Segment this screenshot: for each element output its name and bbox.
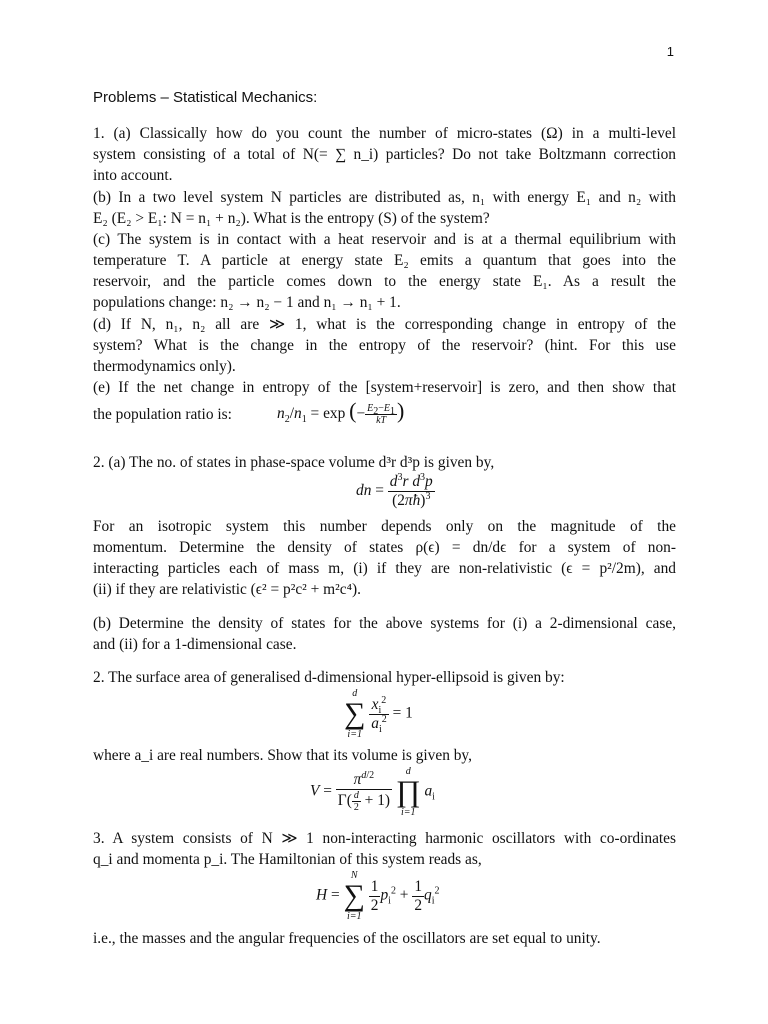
phase-space-equation: dn = $\frac{d^3r d^3p}{(2\pi ħ)^3}$ — [356, 471, 433, 509]
q2-line: (ii) if they are relativistic (ϵ² = p²c² + m²c⁴). — [93, 581, 361, 598]
q1-line: populations change: n₂ → n₂ − 1 and n₁ → n₁ + 1. — [93, 294, 401, 311]
q1-line: (c) The system is in contact with a heat reservoir and is at a thermal equilibrium with — [93, 231, 676, 248]
q2-line: and (ii) for a 1-dimensional case. — [93, 636, 297, 653]
q3-line: 3. A system consists of N ≫ 1 non-interacting harmonic oscillators with co-ordinates — [93, 830, 676, 847]
q1-line: E₂ (E₂ > E₁: N = n₁ + n₂). What is the entropy (S) of the system? — [93, 210, 490, 227]
q3-line: q_i and momenta p_i. The Hamiltonian of this system reads as, — [93, 851, 482, 868]
q2-line: 2. (a) The no. of states in phase-space volume d³r d³p is given by, — [93, 454, 495, 471]
q1-line: the population ratio is: — [93, 406, 232, 423]
q1-line: system consisting of a total of N(= ∑ n_i) particles? Do not take Boltzmann correction — [93, 146, 676, 163]
q2b-line: where a_i are real numbers. Show that its volume is given by, — [93, 747, 472, 764]
q1-line: (b) In a two level system N particles are distributed as, n₁ with energy E₁ and n₂ with — [93, 189, 676, 206]
q1-line: reservoir, and the particle comes down to the energy state E₁. As a result the — [93, 273, 676, 290]
hamiltonian-equation: H = N ∑ i=1 $\frac{1}{2}$ $p_i^2$ + $\frac{1}{2}$ $q_i^2$ — [316, 870, 440, 922]
volume-equation: V = $\pi^{d/2}$ Γ( $\frac{d}{2}$ + 1) d ∏ i=1 $a_i$ — [310, 766, 435, 818]
q1-line: 1. (a) Classically how do you count the number of micro-states (Ω) in a multi-level — [93, 125, 676, 142]
page-title: Problems – Statistical Mechanics: — [93, 89, 318, 106]
q1-line: thermodynamics only). — [93, 358, 236, 375]
q2-line: For an isotropic system this number depends only on the magnitude of the — [93, 518, 676, 535]
q3-line: i.e., the masses and the angular frequencies of the oscillators are set equal to unity. — [93, 930, 601, 947]
hyper-ellipsoid-equation: d ∑ i=1 $\frac{x_i^2}{a_i^2}$ = 1 — [344, 688, 413, 740]
q2-line: (b) Determine the density of states for the above systems for (i) a 2-dimensional case, — [93, 615, 676, 632]
page-number: 1 — [666, 44, 674, 59]
q2b-line: 2. The surface area of generalised d-dimensional hyper-ellipsoid is given by: — [93, 669, 565, 686]
q2-line: interacting particles each of mass m, (i) if they are non-relativistic (ϵ = p²/2m), and — [93, 560, 676, 577]
q1-line: system? What is the change in the entropy of the reservoir? (hint. For this use — [93, 337, 676, 354]
q1-line: (d) If N, n₁, n₂ all are ≫ 1, what is the corresponding change in entropy of the — [93, 316, 676, 333]
q2-line: momentum. Determine the density of states ρ(ϵ) = dn/dϵ for a system of non- — [93, 539, 676, 556]
population-ratio-equation: $n_2/n_1 = \exp$ (− $\frac{E_2-E_1}{kT}$ ) — [277, 398, 405, 426]
q1-line: temperature T. A particle at energy state E₂ emits a quantum that goes into the — [93, 252, 676, 269]
q1-line: into account. — [93, 167, 173, 184]
q1-line: (e) If the net change in entropy of the [system+reservoir] is zero, and then show that — [93, 379, 676, 396]
